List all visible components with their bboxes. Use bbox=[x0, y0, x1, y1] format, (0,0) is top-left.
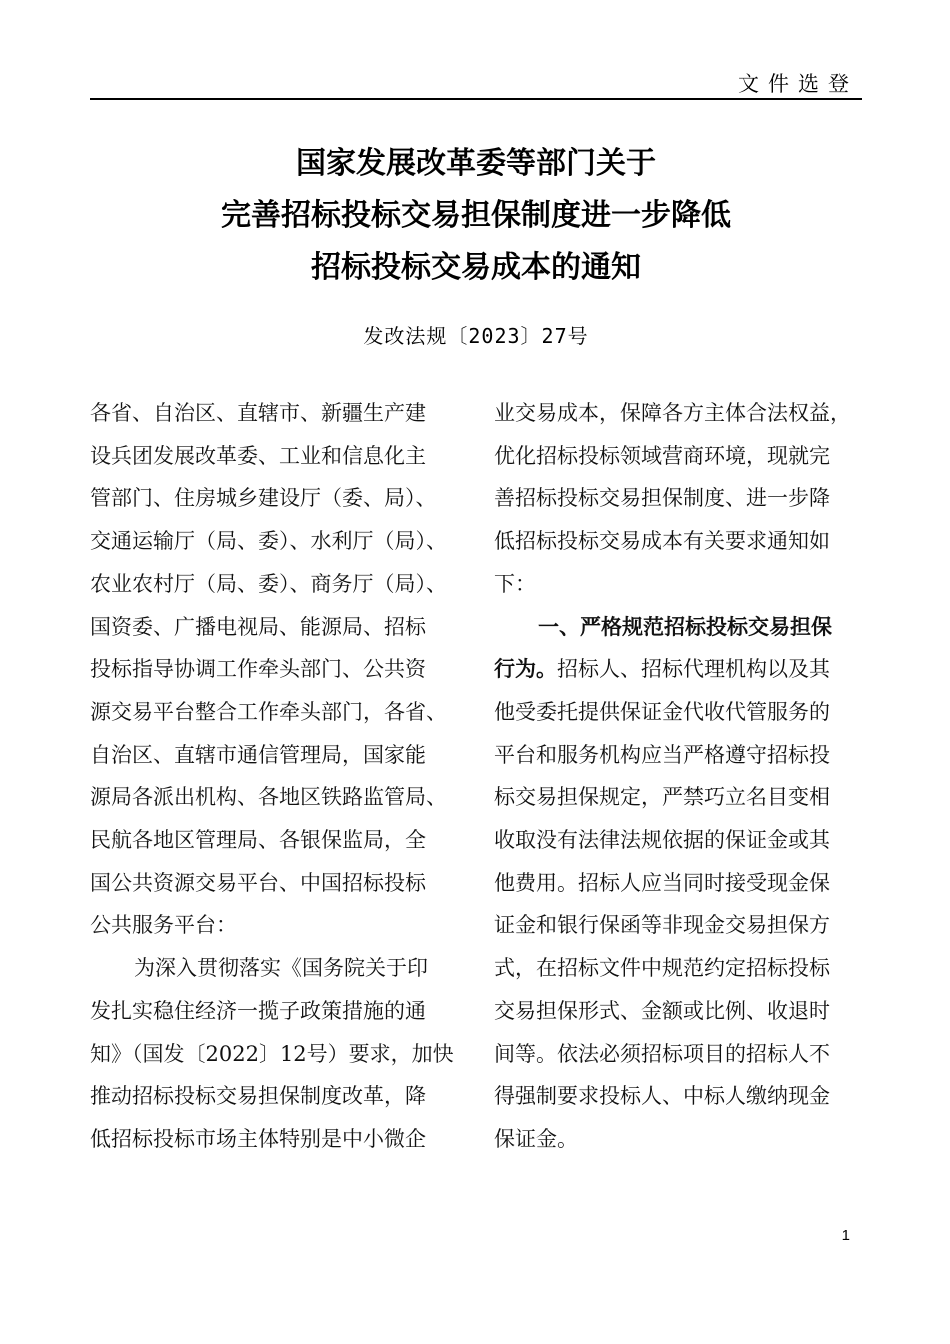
header-rule bbox=[90, 98, 862, 100]
text-line: 各省、自治区、直辖市、新疆生产建 bbox=[90, 401, 426, 425]
text-line: 优化招标投标领域营商环境，现就完 bbox=[494, 443, 830, 468]
right-column bbox=[494, 392, 856, 1161]
text-line: 公共服务平台： bbox=[90, 913, 237, 938]
page-number: 1 bbox=[841, 1227, 850, 1244]
text-line bbox=[494, 648, 856, 691]
text-line: 低招标投标市场主体特别是中小微企 bbox=[90, 1126, 426, 1151]
text-line: 管部门、住房城乡建设厅（委、局）、 bbox=[90, 486, 437, 511]
text-line: 他受委托提供保证金代收代管服务的 bbox=[494, 699, 830, 724]
text-line: 平台和服务机构应当严格遵守招标投 bbox=[494, 742, 830, 767]
text-line: 业交易成本，保障各方主体合法权益， bbox=[494, 401, 851, 425]
header-label: 文件选登 bbox=[738, 72, 858, 96]
text-line: 源交易平台整合工作牵头部门，各省、 bbox=[90, 699, 447, 724]
text-line: 下： bbox=[494, 571, 536, 596]
text-line: 投标指导协调工作牵头部门、公共资 bbox=[90, 657, 426, 682]
text-line: 善招标投标交易担保制度、进一步降 bbox=[494, 486, 830, 511]
text-line: 源局各派出机构、各地区铁路监管局、 bbox=[90, 785, 447, 810]
title-line: 完善招标投标交易担保制度进一步降低 bbox=[221, 198, 731, 233]
text-line: 保证金。 bbox=[494, 1126, 578, 1151]
section-heading-end: 行为。 bbox=[494, 656, 557, 682]
text-line: 标交易担保规定，严禁巧立名目变相 bbox=[494, 785, 830, 810]
text-line: 交易担保形式、金额或比例、收退时 bbox=[494, 998, 830, 1023]
text-line: 发扎实稳住经济一揽子政策措施的通 bbox=[90, 998, 426, 1023]
text-line: 民航各地区管理局、各银保监局，全 bbox=[90, 828, 426, 853]
text-line: 收取没有法律法规依据的保证金或其 bbox=[494, 828, 830, 853]
section-heading: 一、严格规范招标投标交易担保 bbox=[538, 613, 832, 639]
text-line: 式，在招标文件中规范约定招标投标 bbox=[494, 956, 830, 981]
text-line: 国资委、广播电视局、能源局、招标 bbox=[90, 614, 426, 639]
text-line: 低招标投标交易成本有关要求通知如 bbox=[494, 529, 830, 554]
text-line: 推动招标投标交易担保制度改革，降 bbox=[90, 1084, 426, 1109]
text-line: 国公共资源交易平台、中国招标投标 bbox=[90, 870, 426, 895]
text-line: 农业农村厅（局、委）、商务厅（局）、 bbox=[90, 571, 447, 596]
text-line: 设兵团发展改革委、工业和信息化主 bbox=[90, 443, 426, 468]
text-line: 为深入贯彻落实《国务院关于印 bbox=[134, 956, 428, 981]
text-line: 得强制要求投标人、中标人缴纳现金 bbox=[494, 1084, 830, 1109]
text-line: 证金和银行保函等非现金交易担保方 bbox=[494, 913, 830, 938]
document-title bbox=[90, 138, 862, 294]
text-line: 间等。依法必须招标项目的招标人不 bbox=[494, 1041, 830, 1066]
text-line: 知》（国发〔2022〕12号）要求，加快 bbox=[90, 1041, 454, 1066]
title-line: 招标投标交易成本的通知 bbox=[311, 250, 641, 285]
left-column bbox=[90, 392, 452, 1161]
text-line: 他费用。招标人应当同时接受现金保 bbox=[494, 870, 830, 895]
document-number: 发改法规〔2023〕27号 bbox=[363, 324, 589, 348]
text-line: 交通运输厅（局、委）、水利厅（局）、 bbox=[90, 529, 447, 554]
text-fragment: 招标人、招标代理机构以及其 bbox=[557, 657, 830, 682]
text-line: 自治区、直辖市通信管理局，国家能 bbox=[90, 742, 426, 767]
title-line: 国家发展改革委等部门关于 bbox=[296, 146, 656, 181]
